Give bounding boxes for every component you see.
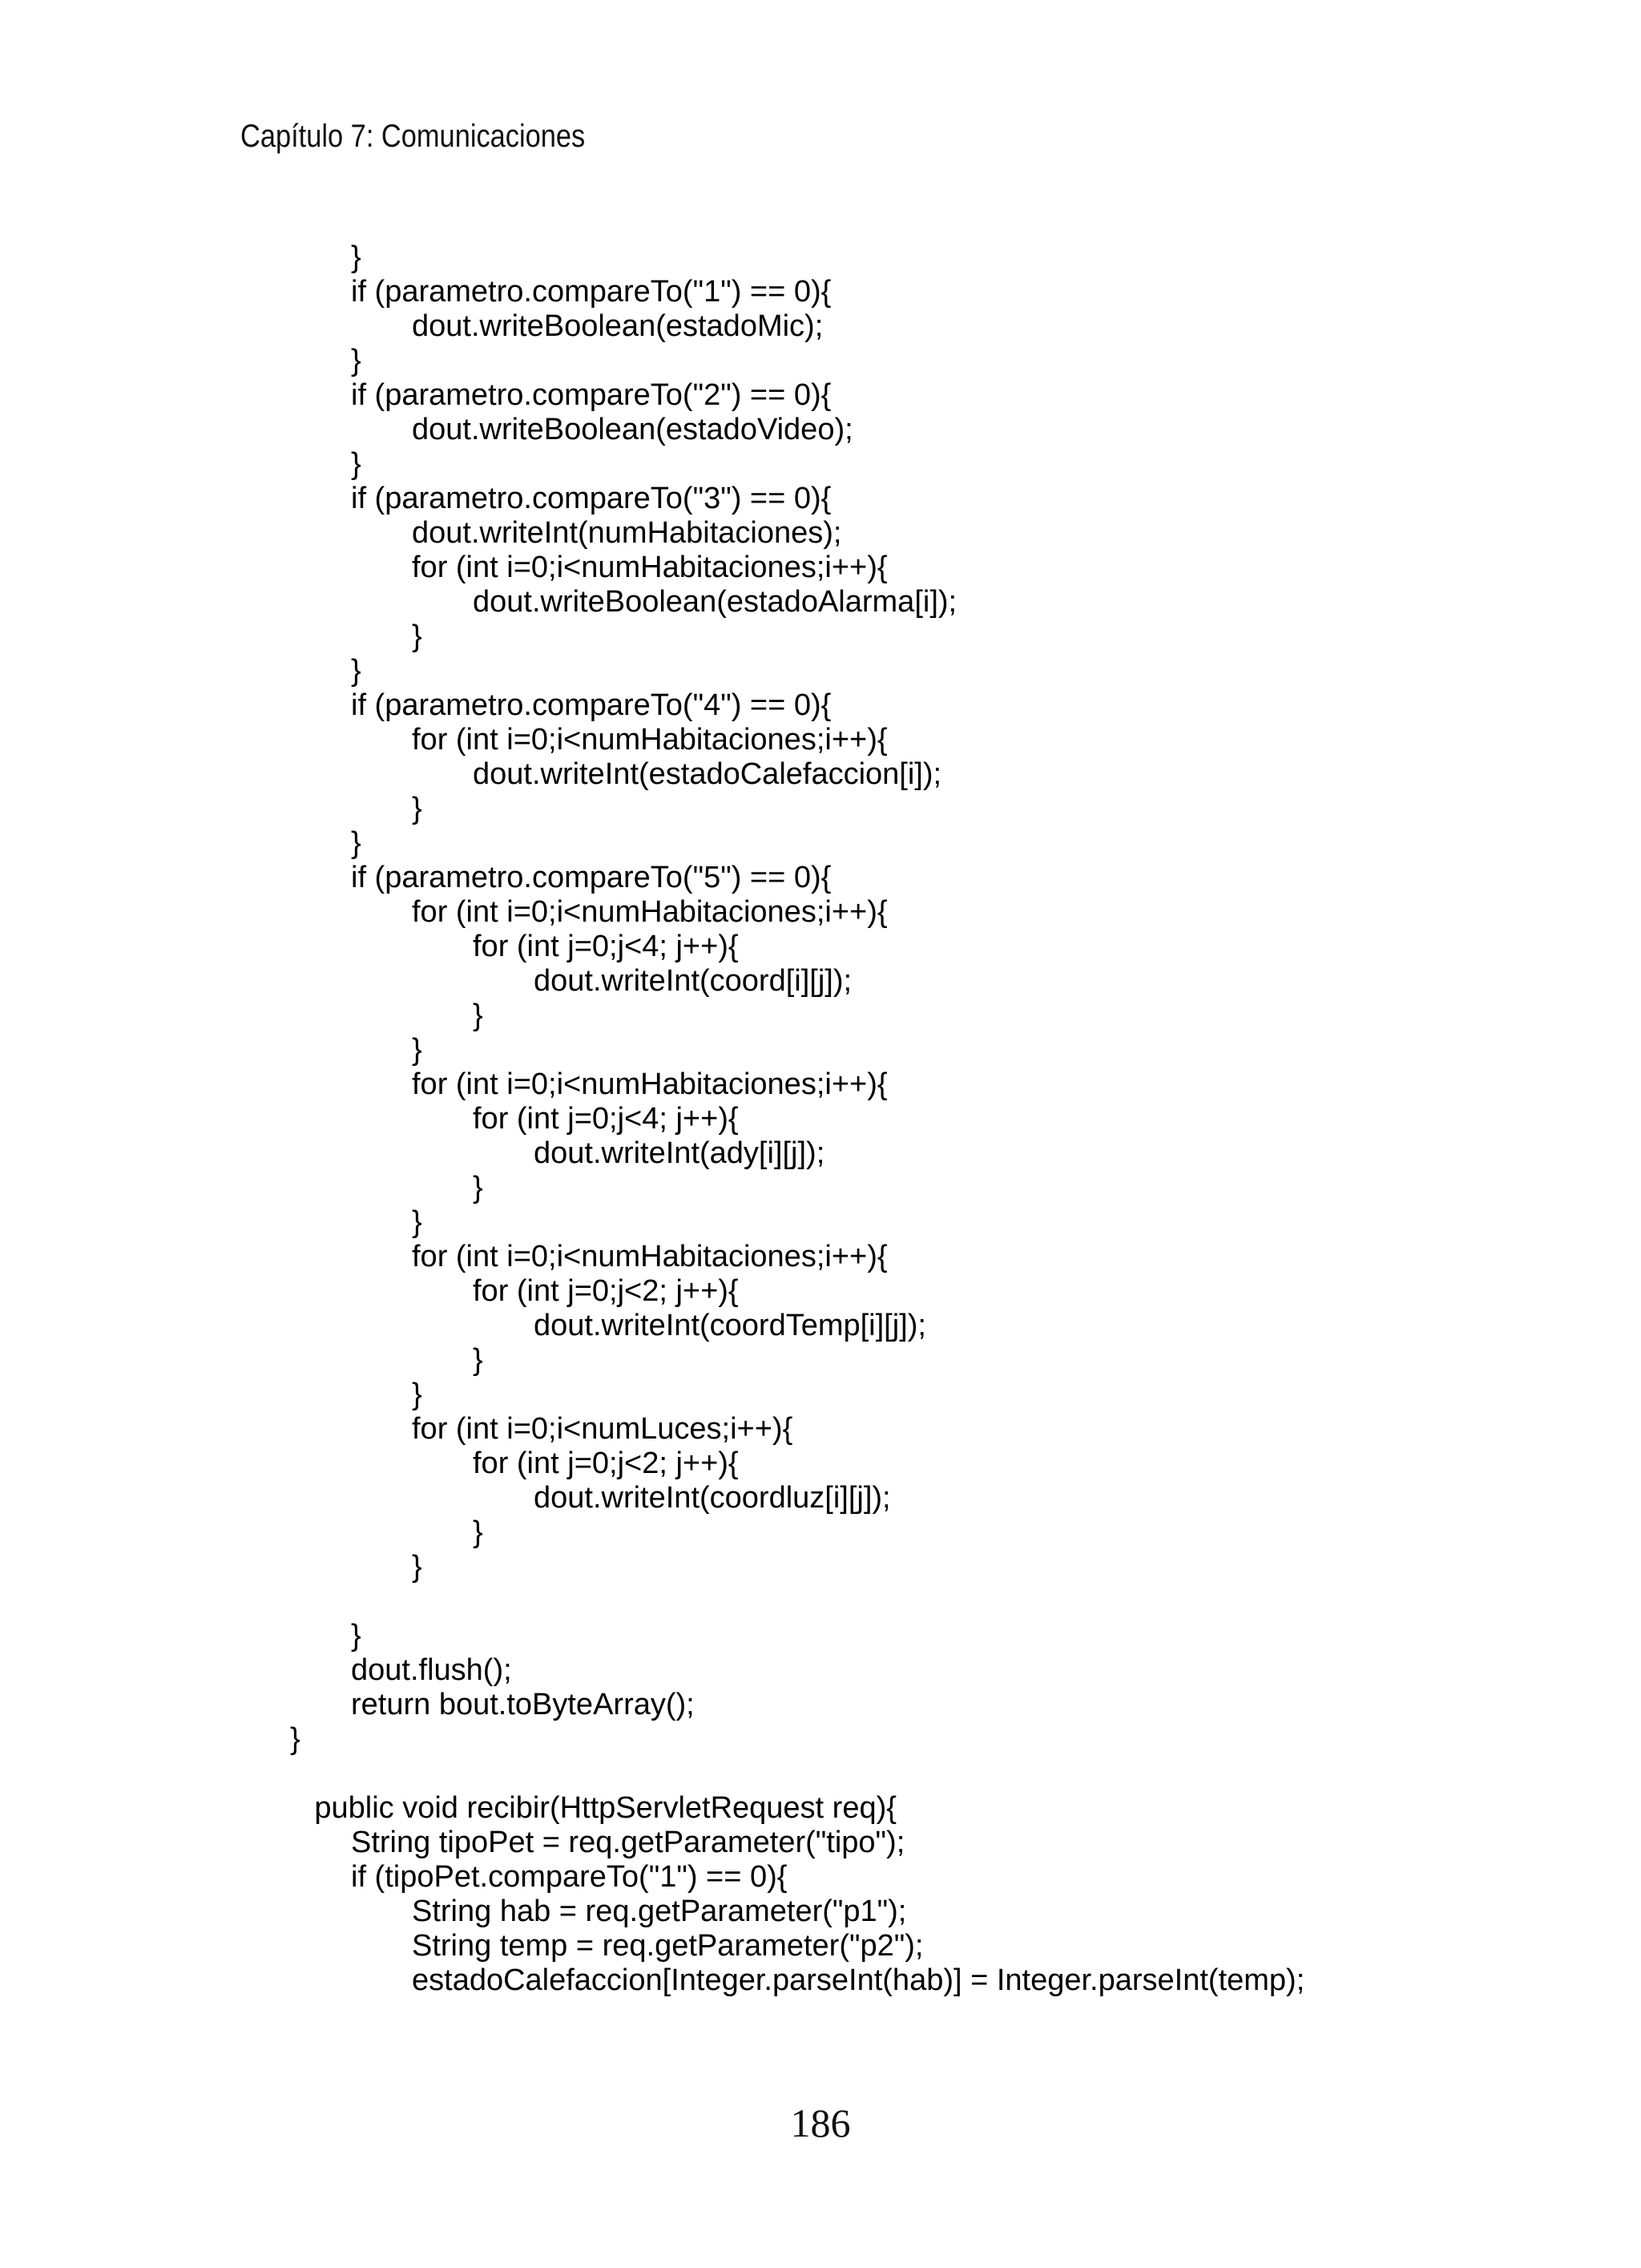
code-line: }	[351, 344, 361, 377]
code-line: dout.writeBoolean(estadoAlarma[i]);	[473, 585, 958, 619]
code-line: }	[473, 1515, 483, 1549]
code-line: }	[412, 1205, 422, 1239]
code-line: String hab = req.getParameter("p1");	[412, 1895, 907, 1928]
running-header: Capítulo 7: Comunicaciones	[240, 119, 586, 154]
code-line: }	[351, 240, 361, 274]
code-line: }	[290, 1722, 300, 1756]
code-line: if (parametro.compareTo("3") == 0){	[351, 482, 832, 515]
code-line: dout.writeBoolean(estadoMic);	[412, 309, 824, 343]
code-line: }	[412, 792, 422, 825]
page-number: 186	[790, 2101, 851, 2145]
code-line: dout.writeInt(estadoCalefaccion[i]);	[473, 757, 942, 791]
code-line: dout.flush();	[351, 1653, 512, 1687]
code-line: for (int j=0;j<4; j++){	[473, 1102, 739, 1136]
code-line: if (parametro.compareTo("2") == 0){	[351, 378, 832, 412]
code-line: for (int i=0;i<numLuces;i++){	[412, 1412, 793, 1446]
code-line: }	[351, 654, 361, 688]
code-line: if (parametro.compareTo("4") == 0){	[351, 688, 832, 722]
code-line: }	[412, 1550, 422, 1584]
code-line: if (parametro.compareTo("5") == 0){	[351, 861, 832, 894]
code-line: dout.writeInt(coord[i][j]);	[534, 964, 853, 998]
code-line: }	[473, 1343, 483, 1377]
code-line: if (parametro.compareTo("1") == 0){	[351, 275, 832, 309]
code-line: for (int j=0;j<4; j++){	[473, 930, 739, 963]
code-line: }	[351, 1619, 361, 1653]
code-line: dout.writeInt(ady[i][j]);	[534, 1136, 825, 1170]
code-line: }	[473, 999, 483, 1032]
code-line: for (int j=0;j<2; j++){	[473, 1274, 739, 1308]
code-line: dout.writeInt(coordTemp[i][j]);	[534, 1309, 926, 1342]
code-line: for (int i=0;i<numHabitaciones;i++){	[412, 1067, 888, 1101]
code-line: }	[412, 619, 422, 653]
code-line: for (int i=0;i<numHabitaciones;i++){	[412, 551, 888, 584]
code-line: }	[412, 1378, 422, 1411]
code-line: String temp = req.getParameter("p2");	[412, 1929, 924, 1963]
code-line: public void recibir(HttpServletRequest req){	[314, 1791, 897, 1825]
code-line: dout.writeBoolean(estadoVideo);	[412, 413, 853, 446]
code-line: dout.writeInt(numHabitaciones);	[412, 516, 842, 550]
code-line: if (tipoPet.compareTo("1") == 0){	[351, 1860, 788, 1894]
code-line: dout.writeInt(coordluz[i][j]);	[534, 1481, 891, 1515]
code-line: for (int i=0;i<numHabitaciones;i++){	[412, 895, 888, 929]
code-line: for (int j=0;j<2; j++){	[473, 1447, 739, 1480]
code-line: }	[351, 447, 361, 481]
code-line: }	[351, 826, 361, 860]
code-line: String tipoPet = req.getParameter("tipo");	[351, 1826, 905, 1859]
code-line: for (int i=0;i<numHabitaciones;i++){	[412, 723, 888, 757]
code-line: for (int i=0;i<numHabitaciones;i++){	[412, 1240, 888, 1273]
code-line: estadoCalefaccion[Integer.parseInt(hab)] = Integer.parseInt(temp);	[412, 1963, 1305, 1997]
code-line: }	[412, 1033, 422, 1067]
code-line: return bout.toByteArray();	[351, 1688, 695, 1721]
code-line: }	[473, 1171, 483, 1205]
